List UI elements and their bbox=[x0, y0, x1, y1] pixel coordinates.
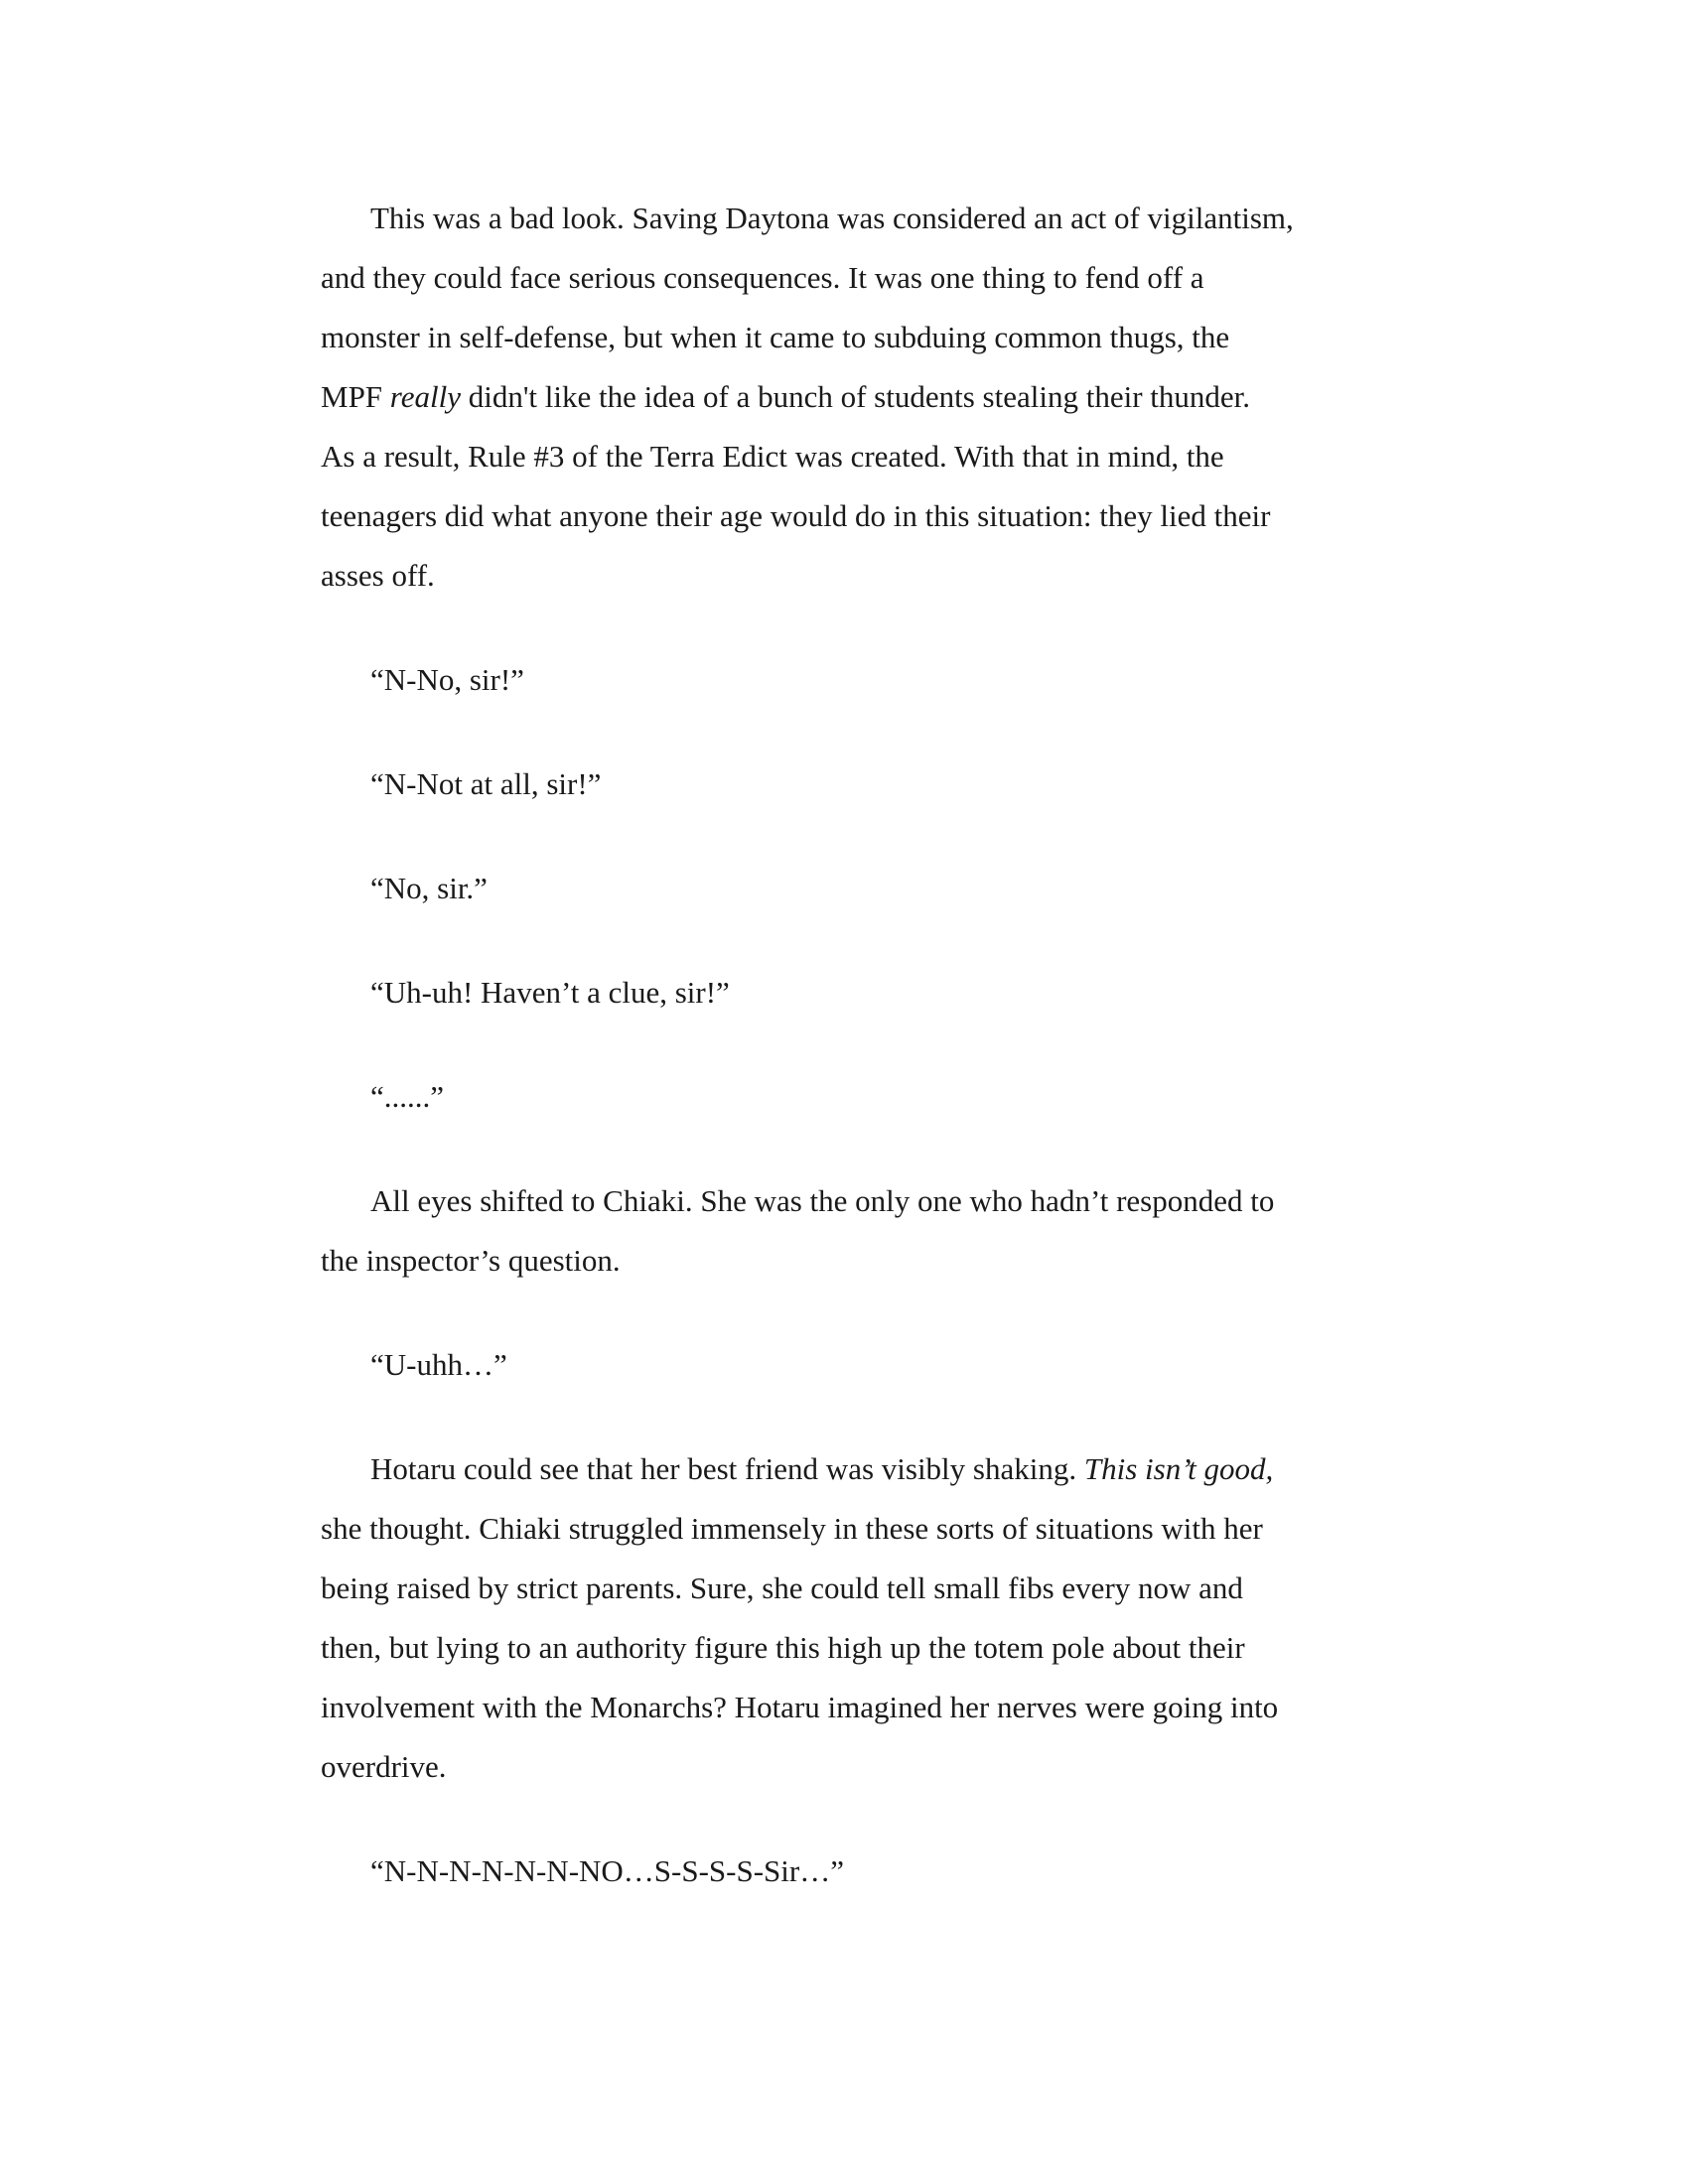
text-line: teenagers did what anyone their age would do in this situation: they lied their bbox=[321, 498, 1271, 533]
paragraph-gap bbox=[321, 1291, 1373, 1335]
paragraph-gap bbox=[321, 918, 1373, 963]
paragraph-gap bbox=[321, 606, 1373, 650]
paragraph-gap bbox=[321, 710, 1373, 754]
emphasis-text: This isn’t good, bbox=[1083, 1451, 1274, 1486]
text-line: and they could face serious consequences. It was one thing to fend off a bbox=[321, 260, 1204, 295]
text-line: she thought. Chiaki struggled immensely in these sorts of situations with her bbox=[321, 1511, 1263, 1546]
paragraph-gap bbox=[321, 814, 1373, 859]
paragraph-gap bbox=[321, 1797, 1373, 1842]
text-line: As a result, Rule #3 of the Terra Edict was created. With that in mind, the bbox=[321, 439, 1224, 474]
text-line: involvement with the Monarchs? Hotaru imagined her nerves were going into bbox=[321, 1690, 1279, 1724]
paragraph-gap bbox=[321, 1127, 1373, 1171]
text-line bbox=[321, 1439, 1373, 1499]
text-line: monster in self-defense, but when it came to subduing common thugs, the bbox=[321, 320, 1230, 354]
text-line: being raised by strict parents. Sure, she could tell small fibs every now and bbox=[321, 1570, 1243, 1605]
text-line: All eyes shifted to Chiaki. She was the only one who hadn’t responded to bbox=[370, 1183, 1275, 1218]
dialogue-line: “U-uhh…” bbox=[370, 1347, 507, 1382]
text-line: the inspector’s question. bbox=[321, 1243, 621, 1278]
dialogue-line: “Uh-uh! Haven’t a clue, sir!” bbox=[370, 975, 730, 1010]
dialogue-line: “......” bbox=[370, 1079, 445, 1114]
text-segment: MPF bbox=[321, 379, 390, 414]
dialogue-line: “N-Not at all, sir!” bbox=[370, 766, 602, 801]
text-segment: Hotaru could see that her best friend was visibly shaking. bbox=[370, 1451, 1084, 1486]
text-line bbox=[321, 367, 1373, 427]
paragraph-gap bbox=[321, 1023, 1373, 1067]
paragraph-hotaru bbox=[321, 1439, 1373, 1797]
dialogue-line: “No, sir.” bbox=[370, 871, 488, 905]
text-line: This was a bad look. Saving Daytona was considered an act of vigilantism, bbox=[370, 201, 1294, 235]
text-segment: didn't like the idea of a bunch of students stealing their thunder. bbox=[460, 379, 1251, 414]
paragraph-all-eyes bbox=[321, 1171, 1373, 1291]
paragraph-gap bbox=[321, 1395, 1373, 1439]
text-line: then, but lying to an authority figure this high up the totem pole about their bbox=[321, 1630, 1245, 1665]
emphasis-text: really bbox=[389, 379, 461, 414]
dialogue-line: “N-N-N-N-N-N-NO…S-S-S-S-Sir…” bbox=[370, 1853, 844, 1888]
dialogue-line: “N-No, sir!” bbox=[370, 662, 524, 697]
document-page bbox=[321, 189, 1373, 1901]
text-line: asses off. bbox=[321, 558, 435, 593]
paragraph-bad-look bbox=[321, 189, 1373, 606]
text-line: overdrive. bbox=[321, 1749, 447, 1784]
